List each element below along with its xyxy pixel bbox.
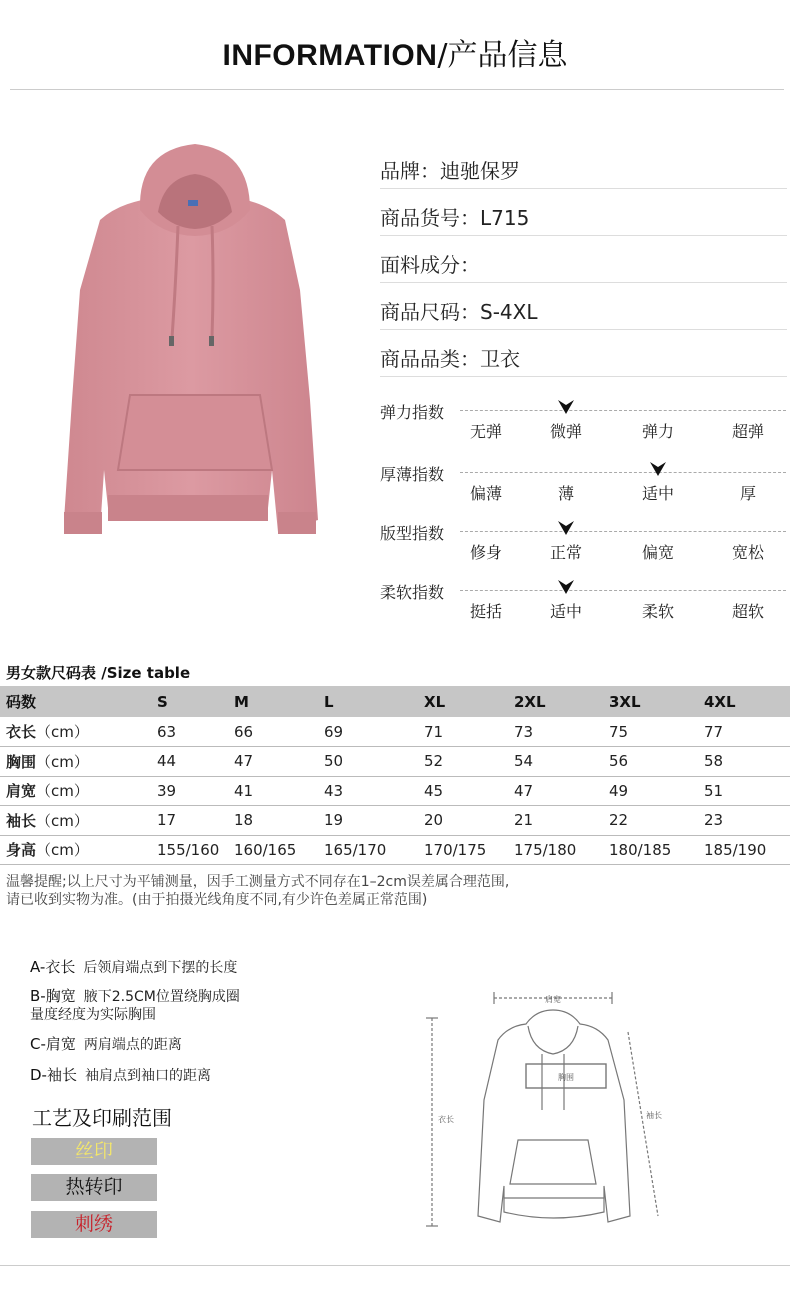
size-table-heading: 男女款尺码表 /Size table	[6, 664, 191, 682]
size-note: 温馨提醒;以上尺寸为平铺测量，因手工测量方式不同存在1–2cm误差属合理范围, 请已收到实物为准。(由于拍摄光线角度不同,有少许色差属正常范围)	[6, 874, 510, 908]
size-cell: 63	[140, 717, 230, 747]
guide-chest-2: 量度经度为实际胸围	[30, 1007, 156, 1023]
size-header-label: 码数	[0, 686, 140, 717]
size-cell: 54	[510, 747, 605, 777]
size-row-label: 身高（cm）	[0, 835, 140, 865]
size-cell: 23	[700, 806, 790, 836]
hoodie-product-image	[60, 140, 322, 550]
size-table-header-row	[0, 686, 790, 717]
size-row-label: 衣长（cm）	[0, 717, 140, 747]
size-row-label: 袖长（cm）	[0, 806, 140, 836]
size-table-row	[0, 806, 790, 836]
index-option: 挺括	[469, 602, 502, 621]
index-label: 版型指数	[380, 524, 445, 543]
size-cell: 165/170	[320, 835, 420, 865]
size-cell: 73	[510, 717, 605, 747]
size-table-row	[0, 835, 790, 865]
info-row-category: 商品品类：卫衣	[380, 331, 787, 377]
index-label: 柔软指数	[380, 583, 445, 602]
size-cell: 69	[320, 717, 420, 747]
divider	[10, 89, 784, 90]
size-cell: 185/190	[700, 835, 790, 865]
title-zh: /产品信息	[437, 38, 568, 73]
size-col-m: M	[230, 686, 320, 717]
size-cell: 45	[420, 776, 510, 806]
size-cell: 47	[230, 747, 320, 777]
size-cell: 39	[140, 776, 230, 806]
size-cell: 58	[700, 747, 790, 777]
info-row-item-no: 商品货号：L715	[380, 190, 787, 236]
info-row-fabric: 面料成分：	[380, 237, 787, 283]
title-en: INFORMATION	[222, 39, 438, 72]
guide-chest: B-胸宽 腋下2.5CM位置绕胸成圈	[30, 987, 240, 1005]
index-option: 适中	[641, 484, 674, 503]
index-label: 弹力指数	[380, 403, 445, 422]
index-option: 厚	[739, 484, 756, 503]
size-cell: 20	[420, 806, 510, 836]
size-cell: 50	[320, 747, 420, 777]
size-cell: 47	[510, 776, 605, 806]
size-cell: 75	[605, 717, 700, 747]
size-table-row	[0, 776, 790, 806]
size-cell: 22	[605, 806, 700, 836]
size-cell: 19	[320, 806, 420, 836]
size-cell: 175/180	[510, 835, 605, 865]
size-table	[0, 686, 790, 865]
craft-title: 工艺及印刷范围	[32, 1106, 172, 1130]
size-cell: 160/165	[230, 835, 320, 865]
index-option: 适中	[549, 602, 582, 621]
size-col-3xl: 3XL	[605, 686, 700, 717]
index-option: 偏宽	[641, 543, 674, 562]
hoodie-measurement-sketch	[418, 980, 680, 1240]
size-col-4xl: 4XL	[700, 686, 790, 717]
page-title	[0, 30, 790, 74]
size-cell: 17	[140, 806, 230, 836]
size-col-2xl: 2XL	[510, 686, 605, 717]
size-row-label: 肩宽（cm）	[0, 776, 140, 806]
size-cell: 44	[140, 747, 230, 777]
size-cell: 170/175	[420, 835, 510, 865]
info-row-size: 商品尺码：S-4XL	[380, 284, 787, 330]
size-col-xl: XL	[420, 686, 510, 717]
index-option: 无弹	[469, 422, 502, 441]
svg-text:袖长: 袖长	[646, 1111, 662, 1120]
size-row-label: 胸围（cm）	[0, 747, 140, 777]
size-cell: 77	[700, 717, 790, 747]
index-option: 超软	[731, 602, 764, 621]
craft-heat-transfer: 热转印	[31, 1174, 157, 1201]
size-cell: 56	[605, 747, 700, 777]
size-cell: 52	[420, 747, 510, 777]
size-col-s: S	[140, 686, 230, 717]
index-option: 修身	[469, 543, 502, 562]
size-cell: 71	[420, 717, 510, 747]
size-col-l: L	[320, 686, 420, 717]
size-cell: 41	[230, 776, 320, 806]
svg-text:胸围: 胸围	[558, 1073, 574, 1082]
index-option: 宽松	[731, 543, 764, 562]
size-cell: 43	[320, 776, 420, 806]
size-table-row	[0, 717, 790, 747]
craft-silk-screen: 丝印	[31, 1138, 157, 1165]
index-option: 弹力	[641, 422, 674, 441]
divider-bottom	[0, 1265, 790, 1266]
guide-sleeve: D-袖长 袖肩点到袖口的距离	[30, 1066, 211, 1084]
guide-shoulder: C-肩宽 两肩端点的距离	[30, 1035, 182, 1053]
index-track	[460, 472, 786, 473]
size-table-row	[0, 747, 790, 777]
size-cell: 155/160	[140, 835, 230, 865]
index-option: 超弹	[731, 422, 764, 441]
size-cell: 18	[230, 806, 320, 836]
svg-text:肩宽: 肩宽	[545, 995, 561, 1004]
size-cell: 51	[700, 776, 790, 806]
svg-text:衣长: 衣长	[438, 1115, 454, 1124]
index-option: 薄	[557, 484, 574, 503]
index-option: 微弹	[549, 422, 582, 441]
size-cell: 21	[510, 806, 605, 836]
index-label: 厚薄指数	[380, 465, 445, 484]
size-cell: 66	[230, 717, 320, 747]
craft-embroidery: 刺绣	[31, 1211, 157, 1238]
size-cell: 180/185	[605, 835, 700, 865]
index-track	[460, 410, 786, 411]
index-track	[460, 531, 786, 532]
guide-length: A-衣长 后领肩端点到下摆的长度	[30, 958, 238, 976]
index-option: 偏薄	[469, 484, 502, 503]
index-track	[460, 590, 786, 591]
size-cell: 49	[605, 776, 700, 806]
index-option: 正常	[549, 543, 582, 562]
info-row-brand: 品牌：迪驰保罗	[380, 143, 787, 189]
index-option: 柔软	[641, 602, 674, 621]
